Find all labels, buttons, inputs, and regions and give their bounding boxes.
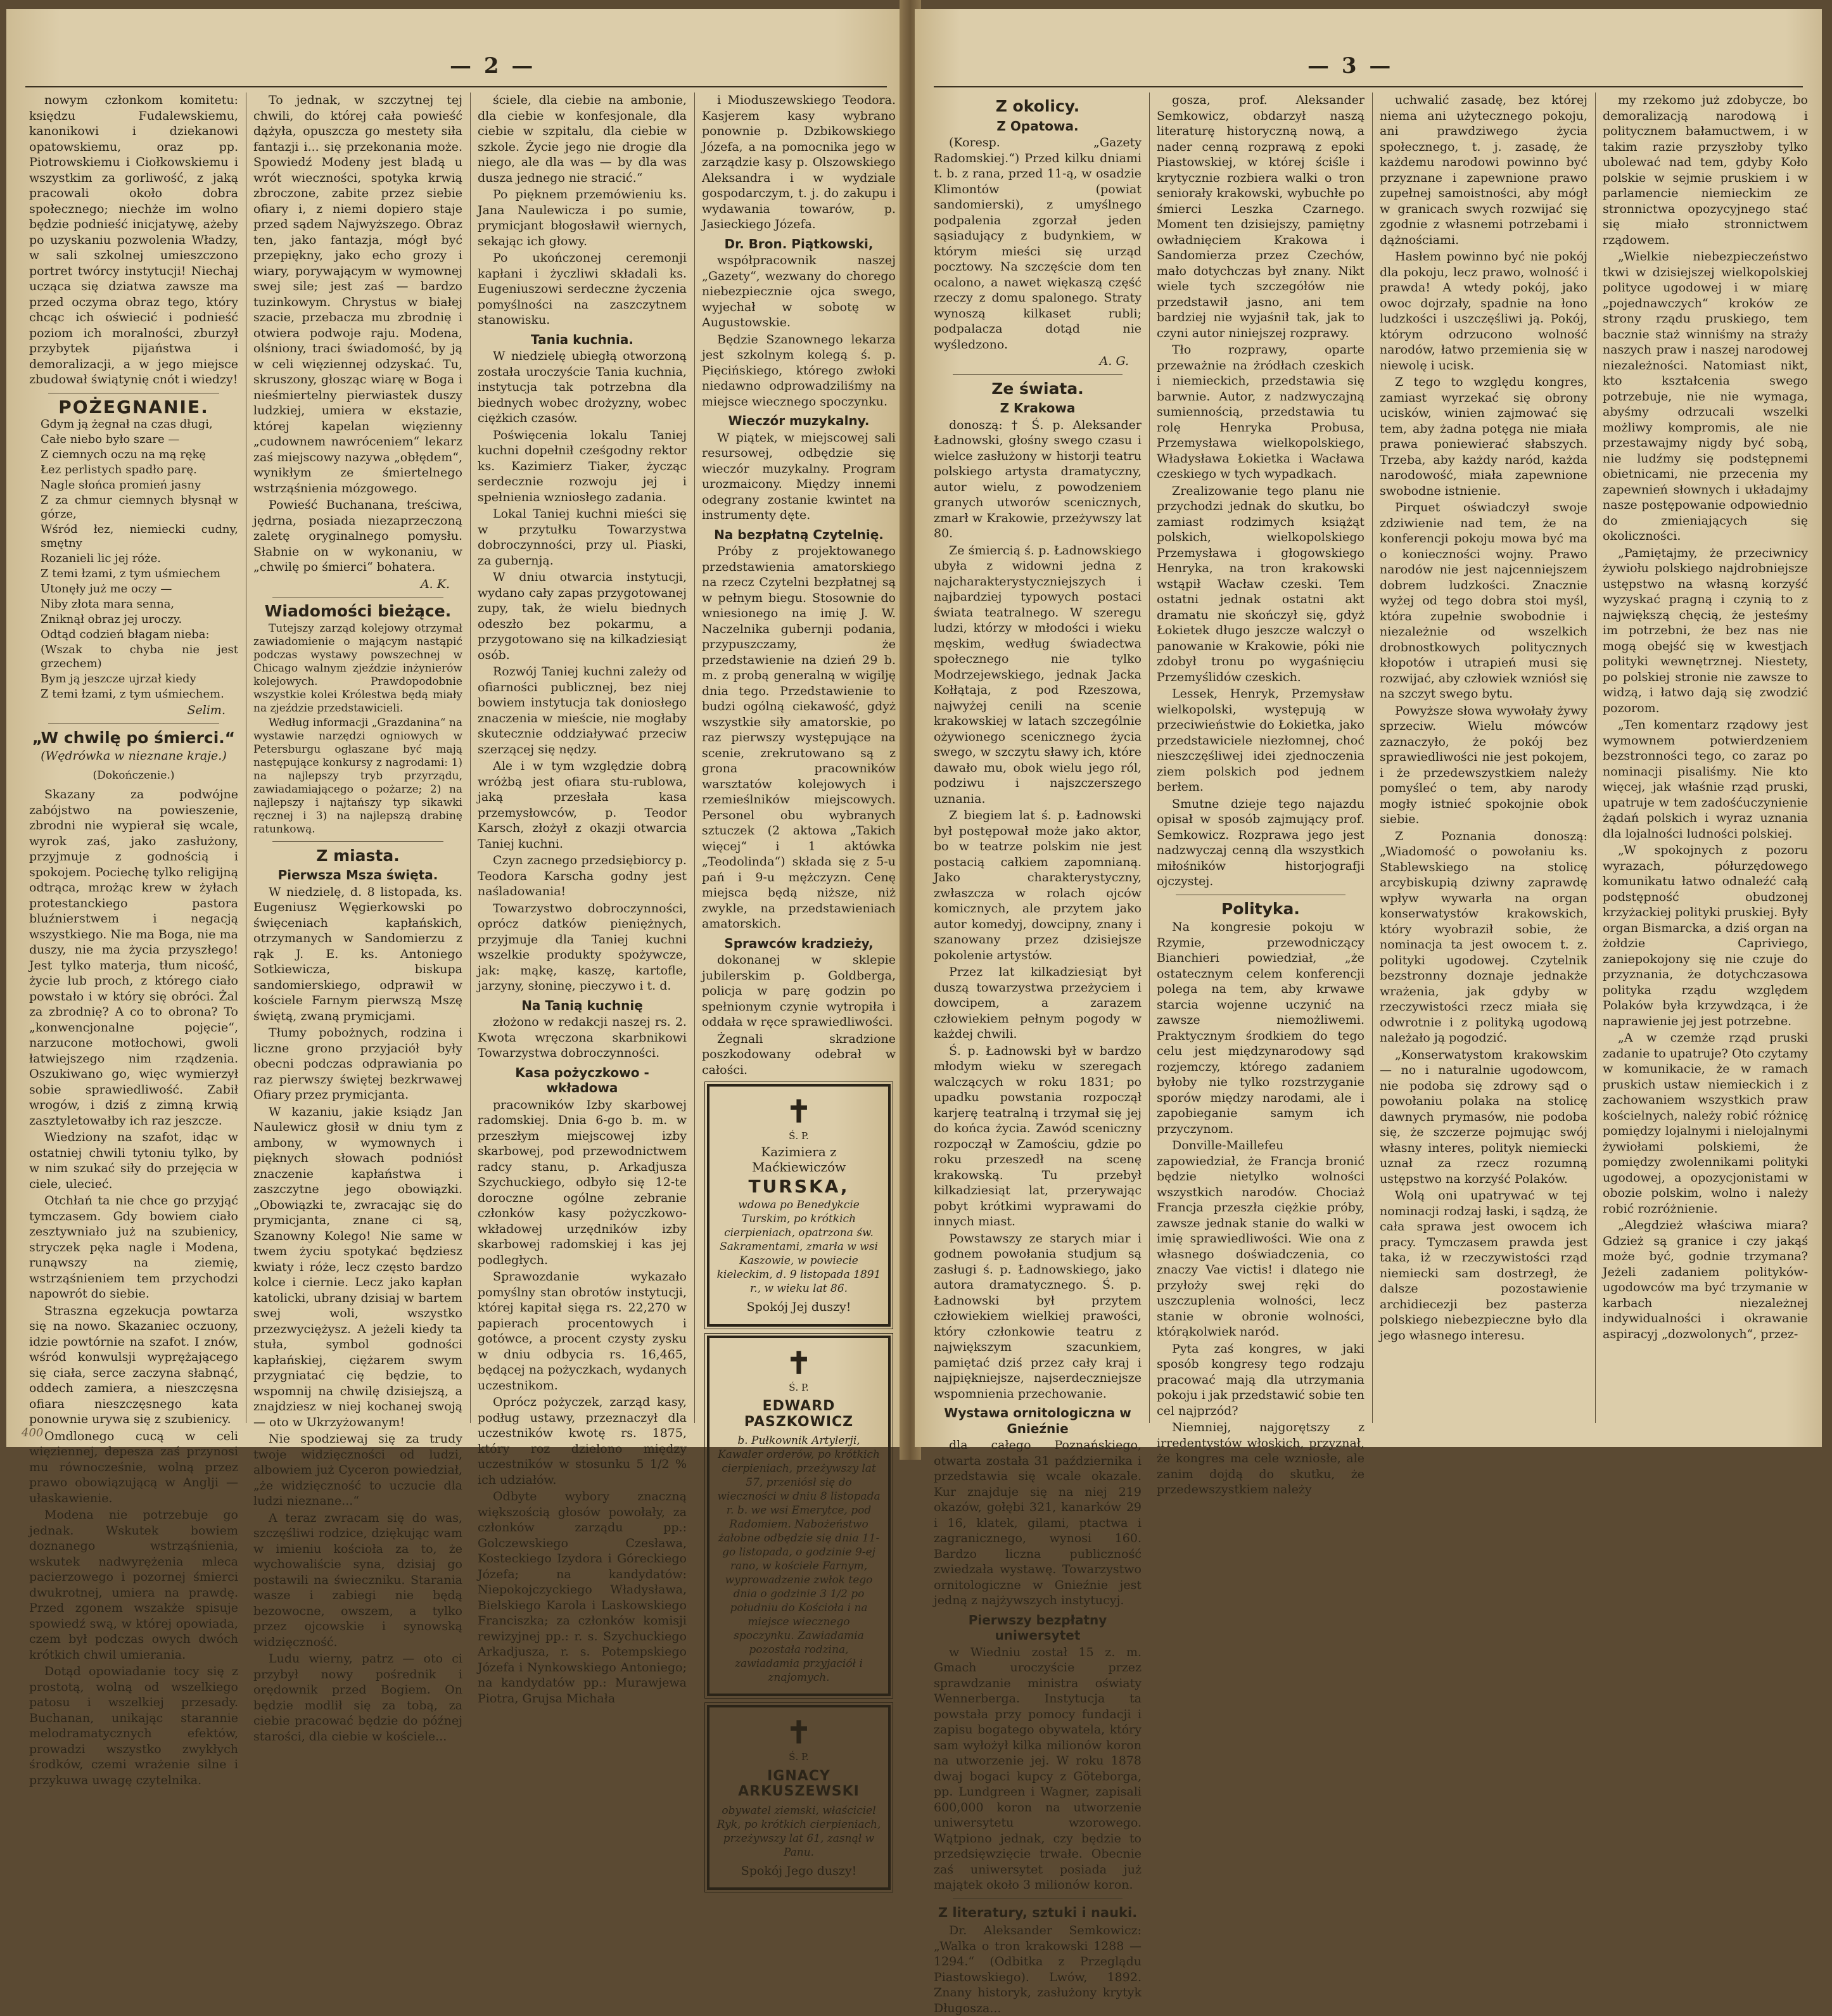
- world-title: Ze świata.: [991, 379, 1084, 398]
- poem-line: Z za chmur ciemnych błysnął w górze,: [41, 494, 238, 521]
- region-title: Z okolicy.: [995, 97, 1080, 115]
- politics-paragraph: „W spokojnych z pozoru wyrazach, półurzędowego komunikatu łatwo odnaleźć całą podstępność obudzonej krzyżackiej polityki pruskiej. Były organ Bismarcka, a dziś organ na żołdzie Capriviego, zaniepokojony się nie czuje do przyznania, że dotychczasowa polityka rządu względem Polaków była krzywdząca, i że naprawienie jej jest potrzebne.: [1603, 843, 1808, 1028]
- reading-room-paragraph: Próby z projektowanego przedstawienia amatorskiego na rzecz Czytelni bezpłatnej są w pełnym biegu. Stosownie do wniesionego na imię J. W. Naczelnika gubernji podania, przypuszczamy, że przedstawienie na dzień 29 b. m. z probą generalną w wigilję dnia tego. Przedstawienie to budzi ogólną ciekawość, gdyż wszystkie siły amatorskie, po raz pierwszy występujące na scenie, zrekrutowano są z grona pracowników warsztatów kolejowych i rzemieślników miejscowych. Personel obu wybranych sztuczek (2 aktowa „Takich więcej“ i 1 aktówka „Teodolinda“) składa się z 5-u pań i 9-u mężczyzn. Cenę miejsca będą niższe, niż zwykle, na przedstawieniach amatorskich.: [702, 544, 896, 931]
- literature-paragraph: Tło rozprawy, oparte przeważnie na żródłach czeskich i niemieckich, przedstawia się barwnie. Autor, z nadzwyczajną sumiennością, przedstawia tu rolę Henryka Probusa, Przemysława wielkopolskiego, Władysława Łokietka i Wacława czeskiego w tych wypadkach.: [1157, 343, 1364, 481]
- kitchen-paragraph: Poświęcenia lokalu Taniej kuchni dopełnił cześgodny rektor ks. Kazimierz Tiaker, życząc serdecznie rozwoju jej i spełnienia wzniosłego zadania.: [478, 428, 687, 504]
- left-col-2: [250, 93, 466, 1744]
- loan-fund-paragraph: Odbyte wybory znaczną większością głosów powołały, za członków zarządu pp.: Golczewskiego Czesława, Kosteckiego Izydora i Góreckiego Józefa; na kandydatów: Niepokojczyckiego Władysława, Bielskiego Karola i Laskowskiego Franciszka; za członków komisji rewizyjnej pp.: r. s. Szychuckiego Arkadjusza, r. s. Potempskiego Józefa i Nynkowskiego Antoniego; na kandydatów pp.: Murawjewa Piotra, Grujsa Michała: [478, 1490, 687, 1706]
- story-paragraph: Skazany za podwójne zabójstwo na powieszenie, zbrodni nie wypierał się wcale, wyrok zaś, jako zasłużony, przyjmuje z godnością i spokojem. Pociechę tylko religijną odtrąca, mrożąc krew w żyłach protestanckiego pastora bluźnierstwem i negacją wszystkiego. Nie ma Boga, nie ma duszy, nie ma życia przyszłego! Jest tylko materja, tłum nicość, życie lub proch, z którego ciało powstało i w który się obróci. Żal za zbrodnię? A co to obrona? To „konwencjonalne pojęcie“, narzucone motłochowi, gwoli łatwiejszego nim rządzenia. Oszukiwano go, więc wymierzył sobie sprawiedliwość. Zabił wrogów, i dziś z zimną krwią zasztyletowałby ich raz jeszcze.: [29, 788, 238, 1128]
- politics-paragraph: Niemniej, najgorętszy z irredentystów włoskich, przyznał, że kongres ma cele wzniosłe, ale zanim dojdą do skutku, że przedewszystkiem należy: [1157, 1420, 1364, 1496]
- literature-paragraph: Smutne dzieje tego najazdu opisał w sposób zajmujący prof. Semkowicz. Rozprawa jego jest nadzwyczaj cenną dla wszystkich miłośników historjografji ojczystej.: [1157, 796, 1364, 888]
- politics-paragraph: Pyta zaś kongres, w jaki sposób kongresy tego rodzaju pracować mają dla utrzymania pokoju i jak przedstawić sobie ten cel najprzód?: [1157, 1341, 1364, 1418]
- krakow-paragraph: Przez lat kilkadziesiąt był duszą towarzystwa przeżyciem i dowcipem, a zarazem człowiekiem pełnym pogody w każdej chwili.: [934, 965, 1142, 1041]
- krakow-paragraph: Ś. p. Ładnowski był w bardzo młodym wieku w szeregach walczących w roku 1831; po upadku powstania rozpoczął karjerę teatralną i trzymał się jej do końca życia. Zawód sceniczny rozpoczął w Zamościu, gdzie po roku przeszedł na scenę krakowską. Tu przebył kilkadziesiąt lat, przerywając pobyt krótkimi wyprawami do innych miast.: [934, 1043, 1142, 1228]
- story-subtitle: (Wędrówka w nieznane kraje.): [41, 749, 227, 763]
- politics-paragraph: Wolą oni upatrywać w tej nominacji rodzaj łaski, i sądzą, że cała sprawa jest owocem ich pracy. Tymczasem prawda jest taka, iż w rzeczywistości rząd niemiecki sam dostrzegł, że dalsze pozostawienie archidiecezji bez pasterza polskiego niebezpieczne było dla jego własnego interesu.: [1380, 1189, 1587, 1343]
- university-heading: Pierwszy bezpłatny uniwersytet: [968, 1612, 1107, 1643]
- column-rule: [1595, 93, 1596, 1423]
- obituary-name: EDWARD PASZKOWICZ: [744, 1398, 854, 1430]
- page-number-left: — 2 —: [450, 53, 536, 79]
- review-paragraph: To jednak, w szczytnej tej chwili, do której cała powieść dążyła, opuszcza go mestety siła fantazji i... się przekonania może. Spowiedź Modeny jest bladą u wrót wieczności, spotyka krwią zbroczone, zabite przez siebie ofiary i, z niemi dopiero staje przed sądem Najwyższego. Obraz ten, jako fantazja, mógł być przepiękny, jako echo grozy i wiary, porywającym w wymownej swej sile; jest zaś — bardzo tuzinkowym. Chrystus w białej szacie, przebacza mu zbrodnię i otwiera podwoje raju. Modena, olśniony, traci świadomość, by ją w celi więziennej odzyskać. Tu, skruszony, głosząc wiarę w Boga i nieśmiertelny pierwiastek duszy ludzkiej, umiera w ekstazie, której kapelan więzienny „cudownem nawróceniem“ lekarz zaś miejscowy nazywa „obłędem“, wynikłym ze śmiertelnego wstrząśnienia mózgowego.: [253, 93, 462, 495]
- literature-paragraph: Zrealizowanie tego planu nie przychodzi jednak do skutku, bo zamiast rodzimych książąt polskich, wielkopolskiego Przemysława i głogowskiego Henryka, na tron krakowski wstąpił Wacław czeski. Tem ostatni jednak ostatni akt dramatu nie skończył się, gdyż Łokietek długo jeszcze walczył o panowanie w Krakowie, póki nie zdobył tronu po wygaśnięciu Przemyślidów czeskich.: [1157, 483, 1364, 684]
- krakow-paragraph: Ze śmiercią ś. p. Ładnowskiego ubyła z widowni jedna z najcharakterystyczniejszych i najbardziej typowych postaci świata teatralnego. W szeregu ludzi, którzy w młodości i wieku męskim, według świadectwa społecznego nie tylko Modrzejewskiego, jednak Jacka Kołłątaja, z pod Rzeszowa, najwyżej cenili na scenie krakowskiej w latach szczególnie ożywionego scenicznego życia swego, w szczytu sławy ich, które dawało mu, obok wielu jego ról, podziwu i najszczerszego uznania.: [934, 543, 1142, 806]
- story-paragraph: Wiedziony na szafot, idąc w ostatniej chwili tytoniu tylko, by w nim szukać siły do przejęcia w ciele, ulecieć.: [29, 1130, 238, 1191]
- exhibit-heading: Wystawa ornitologiczna w Gnieźnie: [944, 1405, 1131, 1436]
- page-number-right: — 3 —: [1307, 53, 1394, 79]
- left-page: [6, 9, 906, 1878]
- politics-paragraph: my rzekomo już zdobycze, bo demoralizacją narodową i politycznem bałamuctwem, i w takim razie przyszłoby tylko ubolewać nad tem, gdyby Koło polskie w sejmie pruskiem i w parlamencie niemieckim ze stronnictwa opozycyjnego stać się miało stronnictwem rządowem.: [1603, 93, 1808, 247]
- loan-fund-heading: Kasa pożyczkowo - wkładowa: [515, 1064, 649, 1095]
- politics-paragraph: Powyższe słowa wywołały żywy sprzeciw. Wielu mówców zaznaczyło, że pokój bez sprawiedliwości nie jest pokojem, i że przedewszystkiem należy pomyśleć o tem, aby narody mogły istnieć spokojnie obok siebie.: [1380, 703, 1587, 826]
- theft-paragraph: Żegnali skradzione poszkodowany odebrał w całości.: [702, 1031, 896, 1077]
- poem-line: Zniknął obraz jej uroczy.: [41, 613, 182, 626]
- theft-heading: Sprawców kradzieży,: [724, 935, 874, 951]
- city-paragraph: W kazaniu, jakie ksiądz Jan Naulewicz głosił w dniu tym z ambony, w wymownych i pięknych słowach podniósł znaczenie kapłaństwa i zaszczytne jego obowiązki. „Obowiązki te, zwracając się do prymicjanta, znane ci są, Szanowny Kolego! Nie same w twem życiu spotykać będziesz kwiaty i róże, lecz często bardzo kolce i ciernie. Lecz jako kapłan katolicki, ubrany dzisiaj w bartem swej woli, wszystko przezwyciężysz. A jeżeli kiedy ta stuła, symbol godności kapłańskiej, ciężarem swym przygniatać cię będzie, to wspomnij na chwilę dzisiejszą, a znajdziesz w niej kochanej swoją — oto w Ukrzyżowanym!: [253, 1104, 462, 1429]
- loan-fund-paragraph: Sprawozdanie wykazało pomyślny stan obrotów instytucji, której kapitał sięga rs. 22,270 w papierach procentowych i gotówce, a procent czysty zysku w dniu odbycia rs. 16,465, będącej na pożyczkach, wydanych uczestnikom.: [478, 1270, 687, 1393]
- kitchen-paragraph: Rozwój Taniej kuchni zależy od ofiarności publicznej, bez niej bowiem instytucja tak doniosłego znaczenia w mieście, nie mogłaby skutecznie oddziaływać przeciw szerzącej się nędzy.: [478, 665, 687, 756]
- review-signature: A. K.: [420, 577, 450, 591]
- poem-line: Gdym ją żegnał na czas długi,: [41, 418, 213, 431]
- poem-title: POŻEGNANIE.: [58, 396, 209, 418]
- politics-title: Polityka.: [1221, 899, 1300, 918]
- obituary-sp: Ś. P.: [789, 1130, 809, 1142]
- divider: [953, 374, 1123, 375]
- loan-fund-paragraph: pracowników Izby skarbowej radomskiej. Dnia 6-go b. m. w przeszłym miejscowej izby skarbowej, pod przewodnictwem radcy stanu, p. Arkadjusza Szychuckiego, odbyło się 12-te doroczne ogólne zebranie członków kasy pożyczkowo-wkładowej urzędników izby skarbowej radomskiej i kas jej podległych.: [478, 1097, 687, 1267]
- kitchen-paragraph: W dniu otwarcia instytucji, wydano cały zapas przygotowanej zupy, tak, że wielu biednych odeszło bez pokarmu, a przygotowano się na kilkadziesiąt osób.: [478, 570, 687, 662]
- krakow-heading: Z Krakowa: [1000, 400, 1076, 416]
- city-paragraph: Ludu wierny, patrz — oto ci przybył nowy pośrednik i orędownik przed Bogiem. On będzie modlił się za tobą, za ciebie pracować będzie do późnej starości, dla ciebie w kościele...: [253, 1652, 462, 1744]
- poem-line: Wśród łez, niemiecki cudny, smętny: [41, 523, 238, 550]
- column-rule: [694, 93, 695, 1423]
- right-col-4: [1599, 93, 1812, 1423]
- poem-line: Z temi łzami, z tym uśmiechem.: [41, 687, 224, 701]
- obituary-name: IGNACY ARKUSZEWSKI: [738, 1768, 860, 1799]
- politics-paragraph: „Ten komentarz rządowy jest wymownem potwierdzeniem bezstronności tego, co zaraz po nominacji pisaliśmy. Nie kto więcej, jak właśnie rząd pruski, upatruje w tem zadośćuczynienie żądań polskich i wyraz uznania dla lojalności ludności polskiej.: [1603, 718, 1808, 841]
- story-continuation: (Dokończenie.): [92, 769, 175, 782]
- opatow-heading: Z Opatowa.: [996, 118, 1079, 134]
- column-rule: [1372, 93, 1373, 1423]
- doctor-paragraph: Będzie Szanownego lekarza jest szkolnym kolegą ś. p. Pięcińskiego, którego zwłoki niedawno odprowadziliśmy na miejsce wiecznego spoczynku.: [702, 332, 896, 409]
- kitchen-paragraph: Towarzystwo dobroczynności, oprócz datków pieniężnych, przyjmuje dla Taniej kuchni wszelkie produkty spożywcze, jak: mąkę, kaszę, kartofle, jarzyny, słoninę, pieczywo i t. d.: [478, 901, 687, 993]
- obituary-sp: Ś. P.: [789, 1381, 809, 1393]
- doctor-heading: Dr. Bron. Piątkowski,: [724, 236, 874, 252]
- politics-paragraph: „A w czemże rząd pruski zadanie to upatruje? Oto czytamy w komunikacie, że w ramach pruskich ustaw niemieckich i z zachowaniem wszystkich praw kościelnych, należy robić różnicę pomiędzy lojalnymi i nielojalnymi żywiołami polskiemi, że pomiędzy zwolennikami polityki ugodowej, a opozycjonistami w obozie polskim, wolno i należy robić rozróżnienie.: [1603, 1031, 1808, 1216]
- krakow-paragraph: Powstawszy ze starych miar i godnem powołania studjum są zasługi ś. p. Ładnowskiego, jako autora dramatycznego. Ś. p. Ładnowski był przytem człowiekiem wielkiej prawości, który członkowie teatru z największym szacunkiem, pamiętać dziś przez cały kraj i najpiękniejsze, najserdeczniejsze wspomnienia przechowanie.: [934, 1231, 1142, 1401]
- poem-line: Niby złota mara senna,: [41, 597, 175, 611]
- politics-paragraph: „Wielkie niebezpieczeństwo tkwi w dzisiejszej wielkopolskiej polityce ugodowej i w miarę „pojednawczych“ kroków ze strony rządu pruskiego, tem bacznie staż winniśmy na straży naszych praw i naszej narodowej niezależności. Natomiast nikt, kto kształcenia swego potrzebuje, nie nie wymaga, abyśmy odrzucali wszelki możliwy kompromis, ale nie przestawajmy nigdy być sobą, nie ludźmy się podstępnemi obietnicami, nie przecenia my zapewnień słownych i układajmy nasze postępowanie odpowiednio do zmieniających się okoliczności.: [1603, 250, 1808, 543]
- column-rule: [470, 93, 471, 1423]
- poem-line: Całe niebo było szare —: [41, 433, 180, 446]
- first-mass-heading: Pierwsza Msza święta.: [277, 867, 438, 883]
- sermon-paragraph: ściele, dla ciebie na ambonie, dla ciebie w konfesjonale, dla ciebie w szpitalu, dla ciebie w szkole. Życie jego nie drogie dla niego, ale dla was — by dla was dusza jednego nie stracić.“: [478, 93, 687, 185]
- exhibit-paragraph: dla całego Poznańskiego, otwarta została 31 października i przedstawia się wcale okazale. Kur znajduje się na niej 219 okazów, gołębi 321, kanarków 29 i 16, klatek, gilami, ptactwa i zagranicznego, wynosi 160. Bardzo liczna publiczność zwiedzała wystawę. Towarzystwo ornitologiczne w Gnieźnie jest jedną z najżywszych instytucyj.: [934, 1438, 1142, 1607]
- poem: [29, 418, 238, 701]
- poem-signature: Selim.: [187, 703, 226, 717]
- right-page: [915, 9, 1822, 2015]
- committee-paragraph: nowym członkom komitetu: księdzu Fudalewskiemu, kanonikowi i dziekanowi opatowskiemu, oraz pp. Piotrowskiemu i Ciołkowskiemu i wszystkim za gorliwość, z jaką pracowali około dobra społecznego; niechże im wolno będzie podnieść inicjatywę, ażeby po uzyskaniu pozwolenia Władzy, w sali szkolnej umieszczono portret twórcy instytucji! Niechaj ucząca się dziatwa zawsze ma przed oczyma obraz tego, który chcąc ich oświecić i podnieść poziom ich moralności, zburzył przybytek pijaństwa i demoralizacji, a w jego miejsce zbudował świątynię cnót i wiedzy!: [29, 93, 238, 386]
- doctor-paragraph: współpracownik naszej „Gazety“, wezwany do chorego niebezpiecznie ojca swego, wyjechał w sobotę w Augustowskie.: [702, 253, 896, 329]
- obituary-notice: [707, 1705, 891, 1890]
- news-title: Wiadomości bieżące.: [264, 602, 452, 620]
- divider: [953, 1898, 1123, 1899]
- politics-paragraph: uchwalić zasadę, bez której niema ani użytecznego pokoju, ani prawdziwego życia społecznego, t. j. zasadę, że każdemu narodowi powinno być przyznane i zapewnione prawo zupełnej samoistności, aby mógł w granicach swych rozwijać się zgodnie z własnemi potrzebami i dążnościami.: [1380, 93, 1587, 247]
- opatow-paragraph: (Koresp. „Gazety Radomskiej.“) Przed kilku dniami t. b. z rana, przed 11-ą, w osadzie Klimontów (powiat sandomierski), z umyślnego podpalenia zgorzał jeden sąsiadujący z budynkiem, w którym mieści się urząd pocztowy. Na szczęście dom ten ocalono, a nawet więkaszą część rzeczy z domu spalonego. Straty wynoszą kilkaset rubli; podpalacza dotąd nie wyśledzono.: [934, 136, 1142, 352]
- kitchen-paragraph: Ale i w tym względzie dobrą wróżbą jest ofiara stu-rublowa, jaką przesłała kasa przemysłowców, p. Teodor Karsch, złożył z okazji otwarcia Taniej kuchni.: [478, 759, 687, 851]
- politics-paragraph: „Konserwatystom krakowskim — no i naturalnie ugodowcom, nie podoba się zdrowy sąd o powołaniu polaka na stolicę dawnych prymasów, nie podoba się, że szczerze pojmując swój własny interes, polityk niemiecki uznał za rzecz rozumną ustępstwo na korzyść Polaków.: [1380, 1047, 1587, 1186]
- right-col-3: [1376, 93, 1591, 1423]
- story-title: „W chwilę po śmierci.“: [32, 728, 236, 747]
- poem-line: Bym ją jeszcze ujrzał kiedy: [41, 672, 196, 686]
- literature-title: Z literatury, sztuki i nauki.: [938, 1904, 1138, 1920]
- story-paragraph: Straszna egzekucja powtarza się na nowo. Skazaniec oczuony, idzie powtórnie na szafot. I znów, wśród konwulsji wyprężającego się ciała, serce zaczyna słabnąć, oddech zamiera, a nieszczęsna ofiara nieszczęsnego kata ponownie urywa się z szubienicy.: [29, 1303, 238, 1426]
- politics-paragraph: Donville-Maillefeu zapowiedział, że Francja bronić będzie nietylko wolności wszystkich narodów. Chociaż Francja przeszła ciężkie próby, zawsze jednak stanie do walki w imię sprawiedliwości. Wie ona z własnego doświadczenia, co znaczy Vae victis! i dlatego nie przyłoży swej ręki do uszczuplenia wolności, lecz stanie w obronie wolności, którąkolwiek naród.: [1157, 1139, 1364, 1339]
- donation-heading: Na Tanią kuchnię: [521, 997, 643, 1013]
- cross-icon: ✝: [786, 1094, 812, 1130]
- loan-fund-paragraph: Oprócz pożyczek, zarząd kasy, podług ustawy, przeznaczył dla uczestników kwotę rs. 1875, który roz dzielono między uczestników w stosunku 5 1/2 % ich udziałów.: [478, 1395, 687, 1487]
- cashier-paragraph: i Mioduszewskiego Teodora. Kasjerem kasy wybrano ponownie p. Dzbikowskiego Józefa, a na pomocnika jego w zarządzie kasy p. Olszowskiego Aleksandra i w wydziale gospodarczym, t. j. do zakupu i wydawania towarów, p. Jasieckiego Józefa.: [702, 93, 896, 231]
- divider: [272, 841, 443, 842]
- story-paragraph: Modena nie potrzebuje go jednak. Wskutek bowiem doznanego wstrząśnienia, wskutek nadwyrężenia mleca pacierzowego i pozornej śmierci dwukrotnej, umiera na prawdę. Przed zgonem wszakże spisuje spowiedź swą, w której opowiada, czem był podczas owych dwóch krótkich chwil umierania.: [29, 1508, 238, 1662]
- obituary-closing: Spokój Jej duszy!: [746, 1300, 851, 1314]
- obituary-sp: Ś. P.: [789, 1751, 809, 1763]
- right-col-2: [1153, 93, 1368, 1496]
- politics-paragraph: Pirquet oświadczył swoje zdziwienie nad tem, że na konferencji pokoju mowa być ma o konieczności wojny. Prawo narodów nie jest najcenniejszem dobrem ludzkości. Znacznie wyżej od tego dobra stoi myśl, która zupełnie swobodnie i niezależnie od wszelkich drobnostkowych politycznych kłopotów i utrapień musi się rozwijać, aby człowiek wzniósł się na szczyt swego bytu.: [1380, 501, 1587, 701]
- kitchen-paragraph: Czyn zacnego przedsiębiorcy p. Teodora Karscha godny jest naśladowania!: [478, 853, 687, 898]
- story-paragraph: Dotąd opowiadanie tocy się z prostotą, wolną od wszelkiego patosu i wszelkiej przesady. Buchanan, unikając starannie melodramatycznych efektów, prowadzi wszystko zwykłych środków, czemi wrażenie silne i przykuwa uwagę czytelnika.: [29, 1664, 238, 1787]
- politics-paragraph: Hasłem powinno być nie pokój dla pokoju, lecz prawo, wolność i prawda! A wtedy pokój, jako owoc dojrzały, spadnie na łono ludzkości i uszczęśliwi ją. Pokój, którym odrzucono wolność narodów, łatwo przemienia się w niewolę i ucisk.: [1380, 250, 1587, 373]
- obituary-body: obywatel ziemski, właściciel Ryk, po krótkich cierpieniach, przeżywszy lat 61, zasnął w Panu.: [716, 1804, 881, 1859]
- university-paragraph: w Wiedniu został 15 z. m. Gmach uroczyście przez sprawdzanie ministra oświaty Wennerberga. Instytucja ta powstała przy pomocy fundacji i zapisu bogatego obywatela, który sam wyłożył kilka milionów koron na utworzenie jej. W roku 1878 dwaj bogaci kupcy z Göteborga, pp. Lundgreen i Wagner, zapisali 600,000 koron na utworzenie uniwersytetu wzorowego. Wątpiono jednak, czy będzie to przedsięwzięcie trwałe. Obecnie zaś uniwersytet posiada już majątek około 3 milionów koron.: [934, 1645, 1142, 1892]
- poem-line: Z ciemnych oczu na mą rękę: [41, 448, 207, 461]
- sermon-paragraph: Po ukończonej ceremonji kapłani i życzliwi składali ks. Eugeniuszowi serdeczne życzenia pomyślności na zaszczytnem stanowisku.: [478, 251, 687, 327]
- review-paragraph: Powieść Buchanana, treściwa, jędrna, posiada niezaprzeczoną zaletę oryginalnego pomysłu. Słabnie on w wykonaniu, w „chwilę po śmierci“ bohatera.: [253, 498, 462, 574]
- krakow-paragraph: Z biegiem lat ś. p. Ładnowski był postępował może jako aktor, bo w teatrze polskim nie jest postacią całkiem zapomnianą. Jako charakterystyczny, zwłaszcza w rolach ojców komicznych, ale przytem jako autor komedyj, dowcipny, znany i szanowany przez dzisiejsze pokolenie artystów.: [934, 808, 1142, 962]
- news-paragraph: Tutejszy zarząd kolejowy otrzymał zawiadomienie o mającym nastąpić podczas wystawy powszechnej w Chicago walnym zjeździe inżynierów kolejowych. Prawdopodobnie wszystkie kolei Królestwa będą miały na zjeździe przedstawicieli.: [253, 622, 462, 715]
- obituary-body: wdowa po Benedykcie Turskim, po krótkich cierpieniach, opatrzona św. Sakramentami, zmarła w wsi Kaszowie, w powiecie kieleckim, d. 9 listopada 1891 r., w wieku lat 86.: [716, 1199, 881, 1295]
- cross-icon: ✝: [786, 1715, 812, 1751]
- music-evening-paragraph: W piątek, w miejscowej sali resursowej, odbędzie się wieczór muzykalny. Program urozmaicony. Między innemi odegrany zostanie kwintet na instrumenty dęte.: [702, 430, 896, 522]
- story-paragraph: Omdlonego cucą w celi więziennej, depesza zaś przynosi mu równocześnie, wolną przez prawo obowiązującą w Anglji — ułaskawienie.: [29, 1429, 238, 1505]
- politics-paragraph: „Alegdzież właściwa miara? Gdzież są granice i czy jakąś może być, godnie trzymana? Jeżeli zadaniem polityków-ugodowców ma być trzymanie w karbach niezależnej indywidualności i okrawanie aspiracyj „dozwolonych“, przez-: [1603, 1218, 1808, 1341]
- city-paragraph: Nie spodziewaj się za trudy twoje widzięczności od ludzi, albowiem już Cyceron powiedział, „że widzięczność to uczucie dla ludzi nieznane...“: [253, 1432, 462, 1508]
- poem-line: Odtąd codzień błagam nieba:: [41, 628, 210, 641]
- obituary-name: TURSKA,: [748, 1175, 849, 1197]
- politics-paragraph: Na kongresie pokoju w Rzymie, przewodniczący Bianchieri powiedział, „że ostatecznym celem konferencji polega na tem, aby krwawe starcia wojenne uczynić na zawsze niemożliwemi. Praktycznym środkiem do tego celu jest międzynarodowy sąd rozjemczy, którego zadaniem byłoby nie tylko rozstrzyganie sporów między narodami, ale i zapobieganie samym ich przyczynom.: [1157, 920, 1364, 1136]
- obituary-name-line: Kazimiera z Maćkiewiczów: [751, 1144, 846, 1175]
- header-rule: [25, 86, 887, 87]
- poem-line: Nagle słońca promień jasny: [41, 478, 201, 492]
- right-col-1: [930, 93, 1145, 2015]
- margin-pencil-note: 400: [22, 1426, 44, 1439]
- news-paragraph: Według informacji „Grazdanina“ na wystawie narzędzi ogniowych w Petersburgu ogłaszane być mają następujące konkursy z nagrodami: 1) na najlepszy tryb przyrządu, zawiadamiającego o pożarze; 2) na najlepszy i najtańszy typ sikawki ręcznej i 3) na najlepszą drabinę ratunkową.: [253, 716, 462, 836]
- left-col-4: [698, 93, 900, 1878]
- kitchen-paragraph: Lokal Taniej kuchni mieści się w przytułku Towarzystwa dobroczynności, przy ul. Piaski, za gubernją.: [478, 507, 687, 568]
- poem-line: Utonęły już me oczy —: [41, 582, 172, 596]
- donation-paragraph: złożono w redakcji naszej rs. 2. Kwota wręczona skarbnikowi Towarzystwa dobroczynności.: [478, 1015, 687, 1060]
- header-rule: [934, 86, 1803, 87]
- city-paragraph: W niedzielę, d. 8 listopada, ks. Eugeniusz Węgierkowski po święceniach kapłańskich, otrzymanych w Sandomierzu z rąk J. E. ks. Antoniego Sotkiewicza, biskupa sandomierskiego, odprawił w kościele Farnym pierwszą Mszę świętą, zwaną prymicjami.: [253, 884, 462, 1023]
- politics-paragraph: „Pamiętajmy, że przeciwnicy żywiołu polskiego najdrobniejsze ustępstwo na własną korzyść wyzyskać pragną i czynią to z największą chęcią, że jesteśmy im potrzebni, że bez nas nie mogą obejść się w kwestjach polityki wewnętrznej. Niestety, po polskiej stronie nie zawsze to widzą, i łatwo dają się zwodzić pozorom.: [1603, 545, 1808, 715]
- literature-paragraph: gosza, prof. Aleksander Semkowicz, obdarzył naszą literaturę historyczną nową, a nader cenną rozprawą z epoki Piastowskiej, w której ściśle i krytycznie rozbiera walki o tron seniorały krakowski, wybuchłe po śmierci Leszka Czarnego. Moment ten dzisiejszy, pamiętny owładnięciem Krakowa i Sandomierza przez Czechów, mało dotychczas był znany. Nikt wiele tych szczegółów nie przedstawił jasno, ani tem bardziej nie wyjaśnił tak, jak to czyni autor niniejszej rozprawy.: [1157, 93, 1364, 340]
- literature-paragraph: Lessek, Henryk, Przemysław wielkopolski, występują w przeciwieństwie do Łokietka, jako przedstawiciele niezłomnej, choć nieszczęśliwej idei zjednoczenia ziem polskich pod jednem berłem.: [1157, 687, 1364, 794]
- obituary-notice: [707, 1336, 891, 1697]
- kitchen-paragraph: W niedzielę ubiegłą otworzoną została uroczyście Tania kuchnia, instytucja tak potrzebna dla biednych wobec drożyzny, wobec ciężkich czasów.: [478, 349, 687, 425]
- krakow-paragraph: donoszą: † Ś. p. Aleksander Ładnowski, głośny swego czasu i wielce zasłużony w historji teatru polskiego artysta dramatyczny, autor wielu, z powodzeniem granych utworów scenicznych, zmarł w Krakowie, przeżywszy lat 80.: [934, 418, 1142, 540]
- poem-line: Z temi łzami, z tym uśmiechem: [41, 567, 221, 580]
- reading-room-heading: Na bezpłatną Czytelnię.: [714, 526, 884, 542]
- poem-line: Rozanieli lic jej róże.: [41, 552, 161, 565]
- theft-paragraph: dokonanej w sklepie jubilerskim p. Goldberga, policja w parę godzin po spełnionym czynie wytropiła i oddała w ręce sprawiedliwości.: [702, 953, 896, 1029]
- obituary-closing: Spokój Jego duszy!: [741, 1863, 857, 1878]
- obituary-notice: [707, 1084, 891, 1327]
- politics-paragraph: Z Poznania donoszą: „Wiadomość o powołaniu ks. Stablewskiego na stolicę arcybiskupią dziwny zaprawdę wpływ wywarła na organ konserwatystów krakowskich, który wyobraził sobie, że nominacja ta jest owocem t. z. polityki ugodowej. Czytelnik bezstronny doznaje jednakże wrażenia, jak gdyby w rzeczywistości rzecz miała się odwrotnie i z polityką ugodową należało ją pogodzić.: [1380, 829, 1587, 1045]
- music-evening-heading: Wieczór muzykalny.: [728, 413, 870, 428]
- politics-paragraph: Z tego to względu kongres, zamiast wyrzekać się obrony ucisków, winien zajmować się tem, aby żadna potęga nie miała prawa poniewierać słabszych. Trzeba, aby każdy naród, każda narodowość, miała zapewnione swobodne istnienie.: [1380, 375, 1587, 498]
- city-title: Z miasta.: [316, 846, 400, 865]
- poem-line: (Wszak to chyba nie jest grzechem): [41, 643, 238, 670]
- left-col-3: [474, 93, 690, 1706]
- sermon-paragraph: Po pięknem przemówieniu ks. Jana Naulewicza i po sumie, prymicjant błogosławił wiernych, sekając ich głowy.: [478, 188, 687, 248]
- obituary-body: b. Pułkownik Artylerji, Kawaler orderów, po krótkich cierpieniach, przeżywszy lat 57, przeniósł się do wieczności w dniu 8 listopada r. b. we wsi Emerytce, pod Radomiem. Nabożeństwo żałobne odbędzie się dnia 11-go listopada, o godzinie 9-ej rano, w kościele Farnym, wyprowadzenie zwłok tego dnia o godzinie 3 1/2 po południu do Kościoła i na miejsce wiecznego spoczynku. Zawiadamia pozostała rodzina, zawiadamia przyjaciół i znajomych.: [717, 1434, 881, 1684]
- literature-paragraph: Dr. Aleksander Semkowicz: „Walka o tron krakowski 1288 — 1294.“ (Odbitka z Przeglądu Piastowskiego). Lwów, 1892. Znany historyk, zasłużony krytyk Długosza...: [934, 1923, 1142, 2015]
- column-rule: [1149, 93, 1150, 1423]
- cross-icon: ✝: [786, 1345, 812, 1381]
- story-paragraph: Otchłań ta nie chce go przyjąć tymczasem. Gdy bowiem ciało zesztywniało już na szubienicy, stryczek pęka nagle i Modena, runąwszy na ziemię, wstrząśnieniem tem przychodzi napowrót do siebie.: [29, 1194, 238, 1301]
- cheap-kitchen-heading: Tania kuchnia.: [531, 331, 633, 347]
- poem-line: Łez perlistych spadło parę.: [41, 463, 197, 476]
- opatow-signature: A. G.: [1099, 354, 1129, 368]
- city-paragraph: Tłumy pobożnych, rodzina i liczne grono przyjaciół były obecni podczas odprawiania po raz pierwszy świętej bezkrwawej Ofiary przez prymicjanta.: [253, 1026, 462, 1102]
- city-paragraph: A teraz zwracam się do was, szczęśliwi rodzice, dziękując wam w imieniu kościoła za to, że wychowaliście syna, dzisiaj go postawili na świeczniku. Starania wasze i zabiegi nie będą bezowocne, owszem, a tylko przez ojcowskie i synowską widzięczność.: [253, 1510, 462, 1649]
